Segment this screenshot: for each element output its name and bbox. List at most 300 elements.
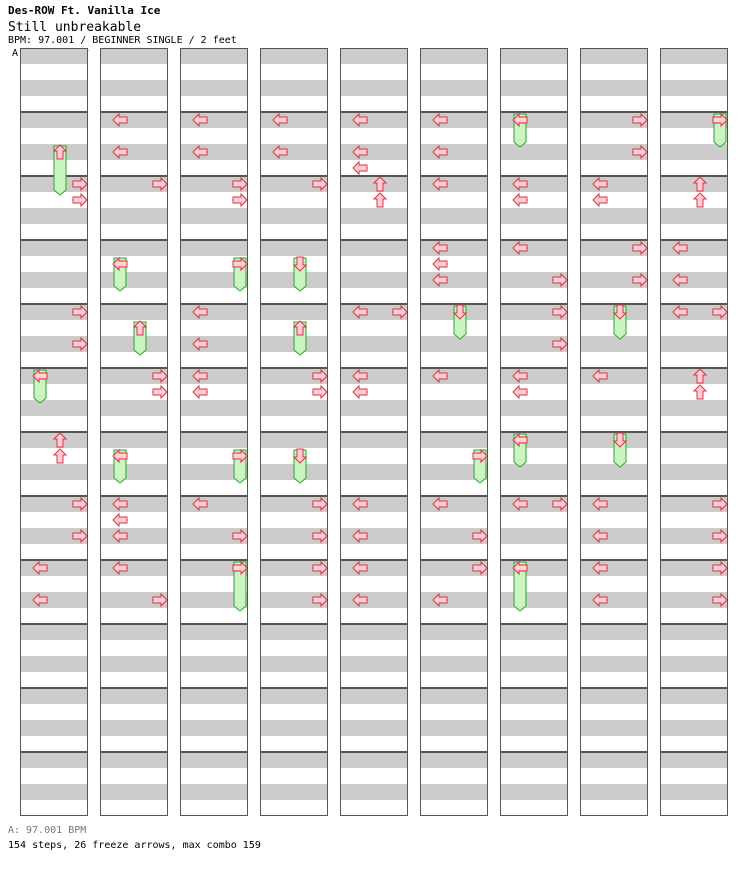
measure-stripe: [100, 224, 168, 240]
measure-stripe: [340, 656, 408, 672]
measure-stripe: [100, 736, 168, 752]
measure-stripe: [500, 608, 568, 624]
measure-stripe: [180, 640, 248, 656]
measure-stripe: [180, 608, 248, 624]
measure-stripe: [260, 624, 328, 640]
measure-stripe: [580, 176, 648, 192]
measure-stripe: [20, 128, 88, 144]
measure-stripe: [340, 192, 408, 208]
measure-stripe: [340, 704, 408, 720]
measure-stripe: [260, 768, 328, 784]
measure-stripe: [180, 160, 248, 176]
measure-stripe: [660, 208, 728, 224]
measure-stripe: [420, 192, 488, 208]
measure-stripe: [580, 256, 648, 272]
measure-stripe: [180, 512, 248, 528]
measure-stripe: [580, 64, 648, 80]
measure-stripe: [260, 544, 328, 560]
measure-stripe: [20, 608, 88, 624]
measure-stripe: [340, 688, 408, 704]
measure-stripe: [20, 48, 88, 64]
measure-stripe: [500, 256, 568, 272]
measure-stripe: [660, 576, 728, 592]
measure-stripe: [20, 704, 88, 720]
measure-stripe: [420, 176, 488, 192]
measure-stripe: [340, 80, 408, 96]
measure-stripe: [260, 608, 328, 624]
measure-stripe: [660, 352, 728, 368]
measure-stripe: [420, 752, 488, 768]
measure-stripe: [340, 96, 408, 112]
measure-stripe: [660, 480, 728, 496]
measure-stripe: [260, 416, 328, 432]
measure-stripe: [180, 368, 248, 384]
measure-stripe: [340, 592, 408, 608]
measure-stripe: [180, 688, 248, 704]
measure-stripe: [20, 224, 88, 240]
measure-stripe: [580, 160, 648, 176]
measure-stripe: [100, 656, 168, 672]
measure-stripe: [340, 352, 408, 368]
measure-stripe: [20, 96, 88, 112]
measure-stripe: [500, 480, 568, 496]
measure-stripe: [20, 736, 88, 752]
measure-stripe: [180, 352, 248, 368]
measure-stripe: [180, 544, 248, 560]
measure-stripe: [660, 288, 728, 304]
measure-stripe: [420, 288, 488, 304]
measure-stripe: [340, 256, 408, 272]
measure-stripe: [420, 656, 488, 672]
measure-stripe: [580, 464, 648, 480]
measure-stripe: [100, 208, 168, 224]
measure-stripe: [340, 512, 408, 528]
measure-stripe: [660, 192, 728, 208]
measure-stripe: [260, 784, 328, 800]
measure-stripe: [180, 736, 248, 752]
measure-stripe: [100, 784, 168, 800]
measure-stripe: [260, 704, 328, 720]
measure-stripe: [420, 720, 488, 736]
measure-stripe: [100, 432, 168, 448]
measure-stripe: [340, 320, 408, 336]
measure-stripe: [580, 800, 648, 816]
measure-stripe: [260, 208, 328, 224]
measure-stripe: [500, 560, 568, 576]
measure-stripe: [660, 688, 728, 704]
measure-stripe: [420, 608, 488, 624]
measure-stripe: [100, 192, 168, 208]
measure-stripe: [500, 512, 568, 528]
measure-stripe: [180, 656, 248, 672]
measure-stripe: [580, 224, 648, 240]
measure-stripe: [340, 464, 408, 480]
measure-stripe: [260, 752, 328, 768]
measure-stripe: [20, 640, 88, 656]
measure-stripe: [180, 384, 248, 400]
measure-stripe: [100, 128, 168, 144]
measure-stripe: [260, 672, 328, 688]
measure-stripe: [20, 720, 88, 736]
measure-stripe: [100, 576, 168, 592]
measure-stripe: [20, 512, 88, 528]
measure-stripe: [580, 96, 648, 112]
measure-stripe: [100, 256, 168, 272]
measure-stripe: [100, 160, 168, 176]
measure-stripe: [100, 352, 168, 368]
song-artist: Des-ROW Ft. Vanilla Ice: [8, 4, 161, 17]
measure-stripe: [580, 368, 648, 384]
measure-stripe: [20, 752, 88, 768]
measure-stripe: [500, 624, 568, 640]
measure-stripe: [500, 592, 568, 608]
measure-stripe: [260, 736, 328, 752]
measure-stripe: [660, 256, 728, 272]
measure-stripe: [500, 192, 568, 208]
measure-stripe: [100, 496, 168, 512]
measure-stripe: [260, 512, 328, 528]
measure-stripe: [420, 480, 488, 496]
measure-stripe: [180, 64, 248, 80]
measure-stripe: [20, 560, 88, 576]
measure-stripe: [100, 752, 168, 768]
measure-stripe: [500, 800, 568, 816]
measure-stripe: [100, 624, 168, 640]
chart-info: BPM: 97.001 / BEGINNER SINGLE / 2 feet: [8, 35, 237, 46]
measure-stripe: [100, 272, 168, 288]
measure-stripe: [580, 384, 648, 400]
measure-stripe: [660, 608, 728, 624]
measure-stripe: [340, 720, 408, 736]
measure-stripe: [580, 544, 648, 560]
measure-stripe: [580, 528, 648, 544]
measure-stripe: [660, 320, 728, 336]
measure-stripe: [260, 192, 328, 208]
measure-stripe: [420, 592, 488, 608]
measure-stripe: [180, 752, 248, 768]
measure-stripe: [660, 432, 728, 448]
measure-stripe: [20, 656, 88, 672]
measure-stripe: [260, 240, 328, 256]
measure-stripe: [580, 752, 648, 768]
measure-stripe: [420, 64, 488, 80]
measure-stripe: [180, 416, 248, 432]
measure-stripe: [580, 608, 648, 624]
measure-stripe: [500, 320, 568, 336]
measure-stripe: [660, 176, 728, 192]
measure-stripe: [420, 416, 488, 432]
measure-stripe: [260, 576, 328, 592]
measure-stripe: [660, 656, 728, 672]
measure-stripe: [260, 800, 328, 816]
measure-stripe: [260, 400, 328, 416]
measure-stripe: [660, 224, 728, 240]
measure-stripe: [340, 640, 408, 656]
measure-stripe: [20, 208, 88, 224]
measure-stripe: [660, 624, 728, 640]
measure-stripe: [20, 480, 88, 496]
measure-stripe: [580, 704, 648, 720]
measure-stripe: [420, 96, 488, 112]
measure-stripe: [340, 288, 408, 304]
measure-stripe: [20, 592, 88, 608]
measure-stripe: [260, 128, 328, 144]
measure-stripe: [420, 768, 488, 784]
measure-stripe: [660, 464, 728, 480]
measure-stripe: [340, 784, 408, 800]
measure-stripe: [420, 48, 488, 64]
measure-stripe: [660, 800, 728, 816]
measure-stripe: [180, 704, 248, 720]
measure-stripe: [20, 384, 88, 400]
measure-stripe: [340, 560, 408, 576]
measure-stripe: [20, 272, 88, 288]
measure-stripe: [500, 208, 568, 224]
measure-stripe: [340, 672, 408, 688]
measure-stripe: [100, 560, 168, 576]
measure-stripe: [340, 624, 408, 640]
measure-stripe: [100, 80, 168, 96]
measure-stripe: [660, 720, 728, 736]
measure-stripe: [580, 656, 648, 672]
measure-stripe: [340, 416, 408, 432]
measure-stripe: [500, 80, 568, 96]
measure-stripe: [500, 48, 568, 64]
measure-stripe: [340, 752, 408, 768]
measure-stripe: [100, 608, 168, 624]
measure-stripe: [340, 160, 408, 176]
measure-stripe: [500, 240, 568, 256]
measure-stripe: [420, 736, 488, 752]
measure-stripe: [340, 528, 408, 544]
measure-stripe: [180, 800, 248, 816]
measure-stripe: [660, 672, 728, 688]
measure-stripe: [420, 80, 488, 96]
measure-stripe: [340, 240, 408, 256]
measure-stripe: [660, 368, 728, 384]
measure-stripe: [580, 672, 648, 688]
measure-stripe: [500, 448, 568, 464]
measure-stripe: [580, 736, 648, 752]
measure-stripe: [260, 144, 328, 160]
measure-stripe: [500, 528, 568, 544]
measure-stripe: [500, 368, 568, 384]
measure-stripe: [20, 624, 88, 640]
measure-stripe: [580, 288, 648, 304]
measure-stripe: [420, 336, 488, 352]
measure-stripe: [340, 768, 408, 784]
measure-stripe: [340, 576, 408, 592]
measure-stripe: [180, 432, 248, 448]
measure-stripe: [660, 64, 728, 80]
measure-stripe: [420, 432, 488, 448]
measure-stripe: [100, 704, 168, 720]
measure-stripe: [340, 48, 408, 64]
measure-stripe: [500, 224, 568, 240]
measure-stripe: [580, 592, 648, 608]
measure-stripe: [100, 144, 168, 160]
measure-stripe: [660, 144, 728, 160]
measure-stripe: [660, 752, 728, 768]
measure-stripe: [500, 768, 568, 784]
measure-stripe: [20, 80, 88, 96]
measure-stripe: [660, 736, 728, 752]
measure-stripe: [420, 240, 488, 256]
measure-stripe: [500, 640, 568, 656]
measure-stripe: [20, 784, 88, 800]
measure-stripe: [420, 352, 488, 368]
measure-stripe: [20, 256, 88, 272]
measure-stripe: [100, 672, 168, 688]
measure-stripe: [180, 144, 248, 160]
measure-stripe: [20, 64, 88, 80]
measure-stripe: [580, 624, 648, 640]
measure-stripe: [340, 368, 408, 384]
measure-stripe: [660, 416, 728, 432]
measure-stripe: [340, 480, 408, 496]
measure-stripe: [580, 560, 648, 576]
measure-stripe: [660, 704, 728, 720]
measure-stripe: [100, 240, 168, 256]
measure-stripe: [580, 48, 648, 64]
measure-stripe: [500, 64, 568, 80]
measure-stripe: [180, 480, 248, 496]
measure-stripe: [20, 352, 88, 368]
measure-stripe: [180, 224, 248, 240]
measure-stripe: [420, 672, 488, 688]
measure-stripe: [580, 208, 648, 224]
measure-stripe: [20, 688, 88, 704]
measure-stripe: [660, 640, 728, 656]
measure-stripe: [100, 400, 168, 416]
measure-stripe: [260, 80, 328, 96]
measure-stripe: [660, 512, 728, 528]
measure-stripe: [420, 512, 488, 528]
measure-stripe: [100, 768, 168, 784]
measure-stripe: [340, 736, 408, 752]
measure-stripe: [20, 576, 88, 592]
measure-stripe: [340, 336, 408, 352]
measure-stripe: [340, 224, 408, 240]
measure-stripe: [340, 272, 408, 288]
measure-stripe: [100, 112, 168, 128]
measure-stripe: [580, 512, 648, 528]
measure-stripe: [20, 368, 88, 384]
measure-stripe: [260, 352, 328, 368]
measure-stripe: [100, 288, 168, 304]
measure-stripe: [420, 496, 488, 512]
measure-stripe: [580, 352, 648, 368]
measure-stripe: [660, 400, 728, 416]
measure-stripe: [580, 768, 648, 784]
measure-stripe: [20, 240, 88, 256]
measure-stripe: [20, 800, 88, 816]
measure-stripe: [260, 160, 328, 176]
measure-stripe: [180, 624, 248, 640]
measure-stripe: [180, 784, 248, 800]
measure-stripe: [340, 384, 408, 400]
measure-stripe: [500, 400, 568, 416]
measure-stripe: [500, 96, 568, 112]
song-title: Still unbreakable: [8, 20, 142, 35]
measure-stripe: [180, 288, 248, 304]
measure-stripe: [180, 48, 248, 64]
measure-stripe: [500, 672, 568, 688]
measure-stripe: [340, 432, 408, 448]
measure-stripe: [340, 128, 408, 144]
measure-stripe: [100, 448, 168, 464]
measure-stripe: [260, 432, 328, 448]
measure-stripe: [500, 784, 568, 800]
measure-stripe: [420, 272, 488, 288]
measure-stripe: [660, 240, 728, 256]
measure-stripe: [500, 432, 568, 448]
measure-stripe: [420, 784, 488, 800]
measure-stripe: [20, 768, 88, 784]
measure-stripe: [580, 576, 648, 592]
measure-stripe: [500, 736, 568, 752]
measure-stripe: [660, 272, 728, 288]
measure-stripe: [180, 496, 248, 512]
measure-stripe: [420, 704, 488, 720]
measure-stripe: [340, 496, 408, 512]
measure-stripe: [420, 624, 488, 640]
measure-stripe: [660, 336, 728, 352]
measure-stripe: [500, 544, 568, 560]
measure-stripe: [340, 608, 408, 624]
measure-stripe: [660, 48, 728, 64]
measure-stripe: [500, 576, 568, 592]
measure-stripe: [20, 400, 88, 416]
footer-bpm: A: 97.001 BPM: [8, 825, 87, 836]
measure-stripe: [100, 480, 168, 496]
measure-stripe: [580, 496, 648, 512]
measure-stripe: [580, 128, 648, 144]
measure-stripe: [500, 688, 568, 704]
measure-stripe: [420, 208, 488, 224]
measure-stripe: [580, 688, 648, 704]
measure-stripe: [20, 416, 88, 432]
measure-stripe: [100, 48, 168, 64]
measure-stripe: [260, 48, 328, 64]
measure-stripe: [500, 160, 568, 176]
measure-stripe: [20, 112, 88, 128]
measure-stripe: [500, 128, 568, 144]
measure-stripe: [340, 112, 408, 128]
measure-stripe: [500, 704, 568, 720]
measure-stripe: [420, 400, 488, 416]
measure-stripe: [580, 784, 648, 800]
measure-stripe: [180, 400, 248, 416]
measure-stripe: [20, 672, 88, 688]
measure-stripe: [420, 256, 488, 272]
measure-stripe: [580, 416, 648, 432]
measure-stripe: [580, 336, 648, 352]
measure-stripe: [180, 672, 248, 688]
measure-stripe: [580, 400, 648, 416]
measure-stripe: [340, 64, 408, 80]
measure-stripe: [20, 464, 88, 480]
measure-stripe: [100, 304, 168, 320]
measure-stripe: [180, 80, 248, 96]
measure-stripe: [660, 80, 728, 96]
measure-stripe: [660, 96, 728, 112]
measure-stripe: [580, 480, 648, 496]
measure-stripe: [580, 720, 648, 736]
measure-stripe: [20, 288, 88, 304]
measure-stripe: [500, 112, 568, 128]
measure-stripe: [180, 208, 248, 224]
